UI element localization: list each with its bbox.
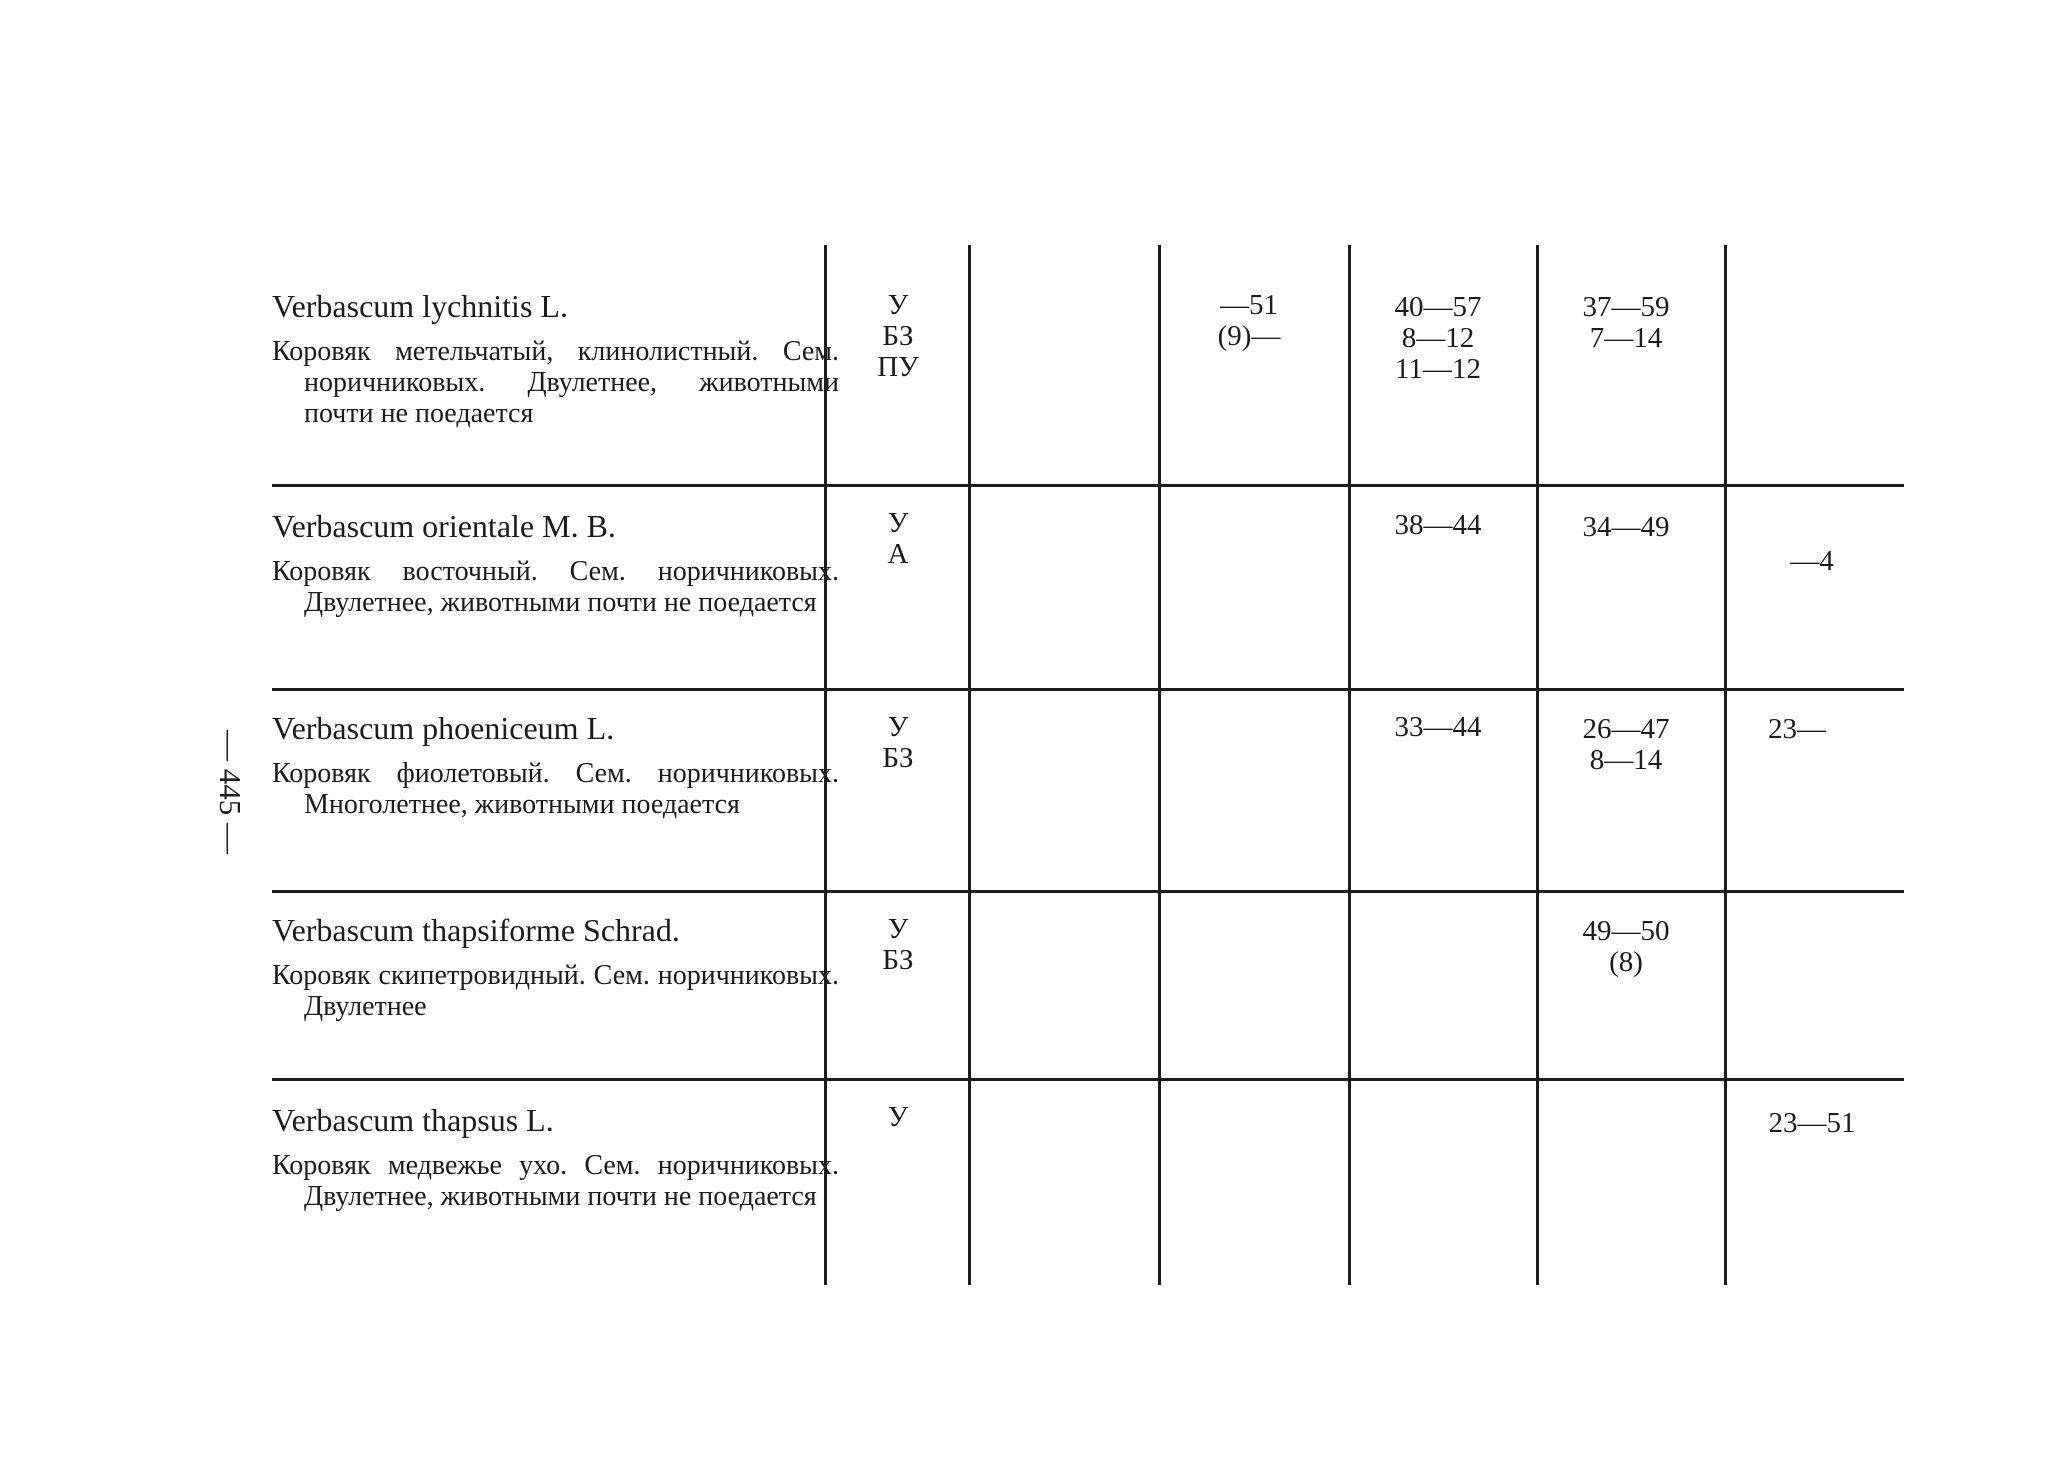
value-cell: 26—47 8—14 [1582,713,1670,776]
column-divider [1348,245,1351,1285]
value-cell: 49—50 (8) [1582,915,1670,978]
value-cell: 23— [1768,713,1826,745]
value-cell: 33—44 [1394,711,1482,743]
habitat-codes: У [887,1101,909,1133]
value-cell: —4 [1790,545,1834,577]
species-latin-name: Verbascum thapsus L. [272,1102,554,1138]
species-description: Коровяк медвежье ухо. Сем. норичниковых. Двулетнее, животными почти не поедается [272,1150,839,1212]
value-cell: 23—51 [1768,1107,1856,1139]
row-divider [272,484,1904,487]
habitat-codes: У А [887,507,909,570]
habitat-codes: У БЗ [882,711,914,774]
value-cell: 38—44 [1394,509,1482,541]
species-latin-name: Verbascum thapsiforme Schrad. [272,912,680,948]
row-divider [272,1078,1904,1081]
species-description: Коровяк фиолетовый. Сем. норичниковых. Многолетнее, животными поедается [272,758,839,820]
species-latin-name: Verbascum phoeniceum L. [272,710,615,746]
page-number: — 445 — [213,730,248,854]
row-divider [272,688,1904,691]
species-description: Коровяк метельчатый, клинолистный. Сем. норичниковых. Двулетнее, животными почти не поедается [272,336,839,429]
value-cell: 37—59 7—14 [1582,291,1670,354]
value-cell: 40—57 8—12 11—12 [1394,291,1482,385]
column-divider [1158,245,1161,1285]
value-cell: —51 (9)— [1217,289,1281,352]
column-divider [968,245,971,1285]
row-divider [272,890,1904,893]
species-description: Коровяк скипетровидный. Сем. норичниковых. Двулетнее [272,960,839,1022]
species-description: Коровяк восточный. Сем. норичниковых. Двулетнее, животными почти не поедается [272,556,839,618]
habitat-codes: У БЗ ПУ [877,289,919,383]
species-latin-name: Verbascum lychnitis L. [272,288,568,324]
species-latin-name: Verbascum orientale M. B. [272,508,616,544]
value-cell: 34—49 [1582,511,1670,543]
habitat-codes: У БЗ [882,913,914,976]
